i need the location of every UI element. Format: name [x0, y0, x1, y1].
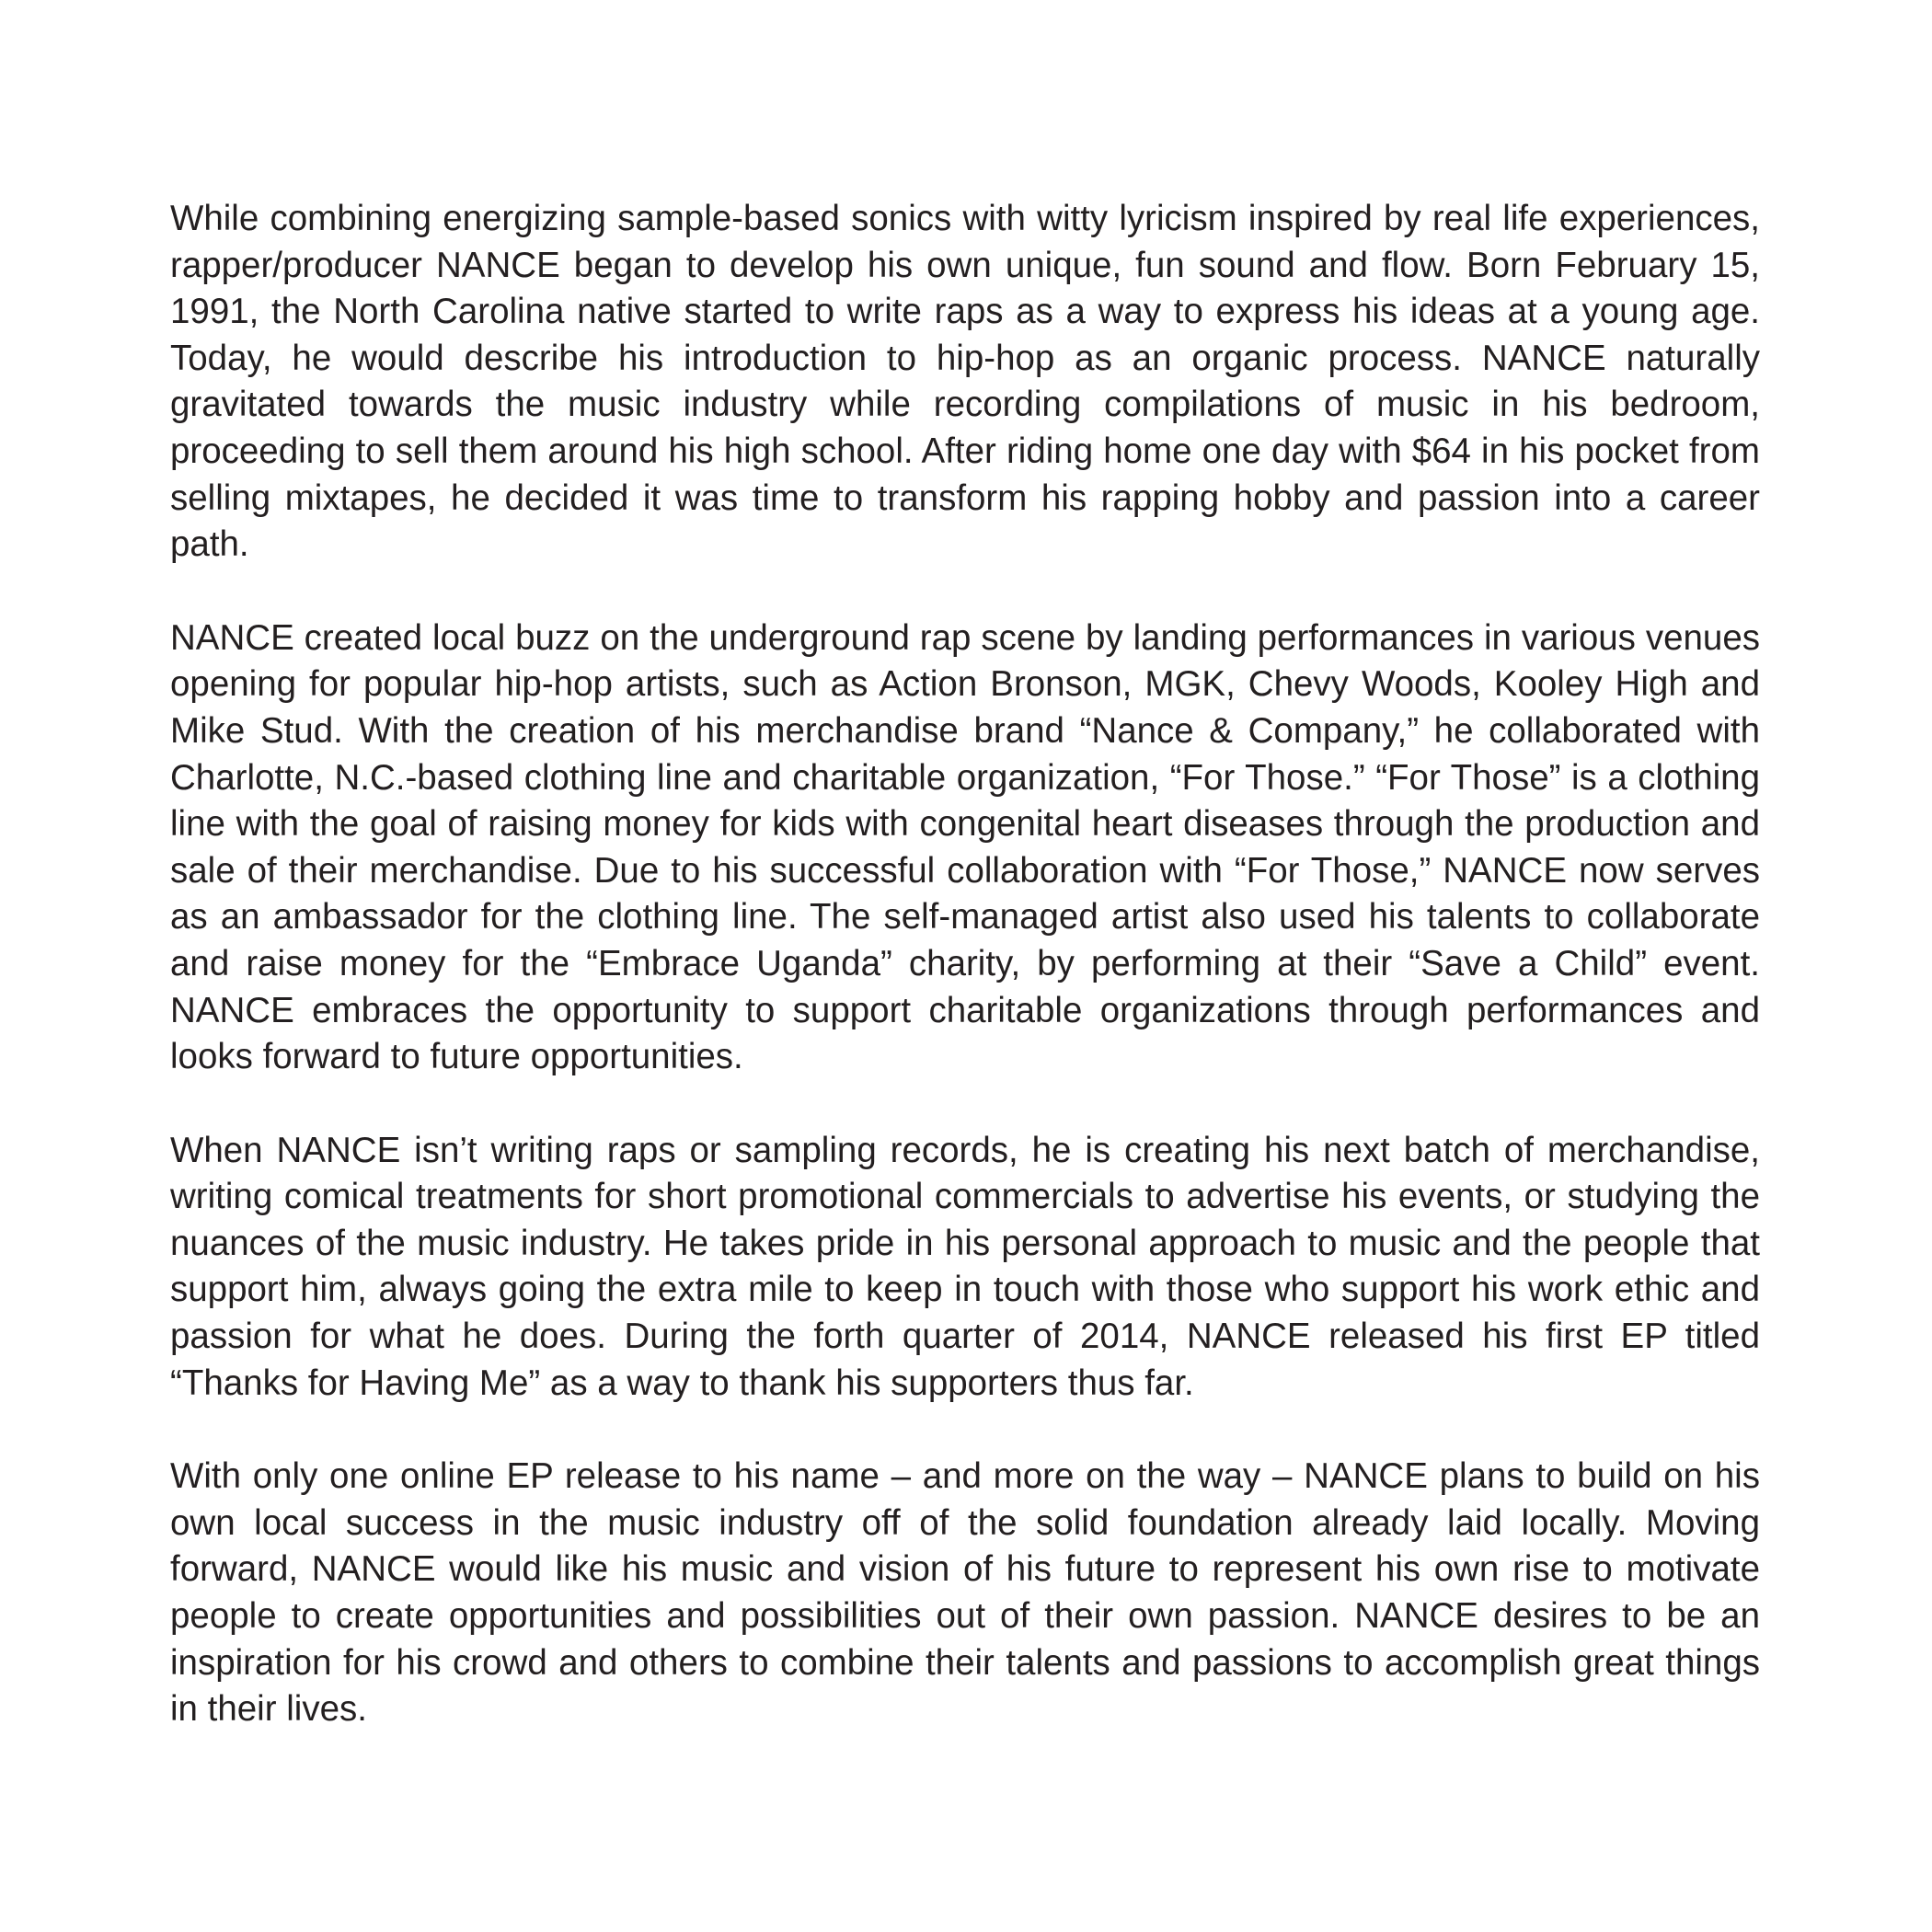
paragraph-work-ethic: When NANCE isn’t writing raps or sampling records, he is creating his next batch of merchandise, writing comical treatments for short promotional commercials to advertise his events, or studying the nuances of the music industry. He takes pride in his personal approach to music and the people that support him, always going the extra mile to keep in touch with those who support his work ethic and passion for what he does. During the forth quarter of 2014, NANCE released his first EP titled “Thanks for Having Me” as a way to thank his supporters thus far.: [170, 1130, 1760, 1403]
paragraph-local-buzz: NANCE created local buzz on the underground rap scene by landing performances in various venues opening for popular hip-hop artists, such as Action Bronson, MGK, Chevy Woods, Kooley High and Mike Stud. With the creation of his merchandise brand “Nance & Company,” he collaborated with Charlotte, N.C.-based clothing line and charitable organization, “For Those.” “For Those” is a clothing line with the goal of raising money for kids with congenital heart diseases through the production and sale of their merchandise. Due to his successful collaboration with “For Those,” NANCE now serves as an ambassador for the clothing line. The self-managed artist also used his talents to collaborate and raise money for the “Embrace Uganda” charity, by performing at their “Save a Child” event. NANCE embraces the opportunity to support charitable organizations through performances and looks forward to future opportunities.: [170, 617, 1760, 1077]
biography-text: [170, 196, 1760, 1780]
paragraph-future-vision: With only one online EP release to his name – and more on the way – NANCE plans to build on his own local success in the music industry off of the solid foundation already laid locally. Moving forward, NANCE would like his music and vision of his future to represent his own rise to motivate people to create opportunities and possibilities out of their own passion. NANCE desires to be an inspiration for his crowd and others to combine their talents and passions to accomplish great things in their lives.: [170, 1456, 1760, 1730]
paragraph-origins: While combining energizing sample-based sonics with witty lyricism inspired by real life experiences, rapper/producer NANCE began to develop his own unique, fun sound and flow. Born February 15, 1991, the North Carolina native started to write raps as a way to express his ideas at a young age. Today, he would describe his introduction to hip-hop as an organic process. NANCE naturally gravitated towards the music industry while recording compilations of music in his bedroom, proceeding to sell them around his high school. After riding home one day with $64 in his pocket from selling mixtapes, he decided it was time to transform his rapping hobby and passion into a career path.: [170, 199, 1760, 565]
